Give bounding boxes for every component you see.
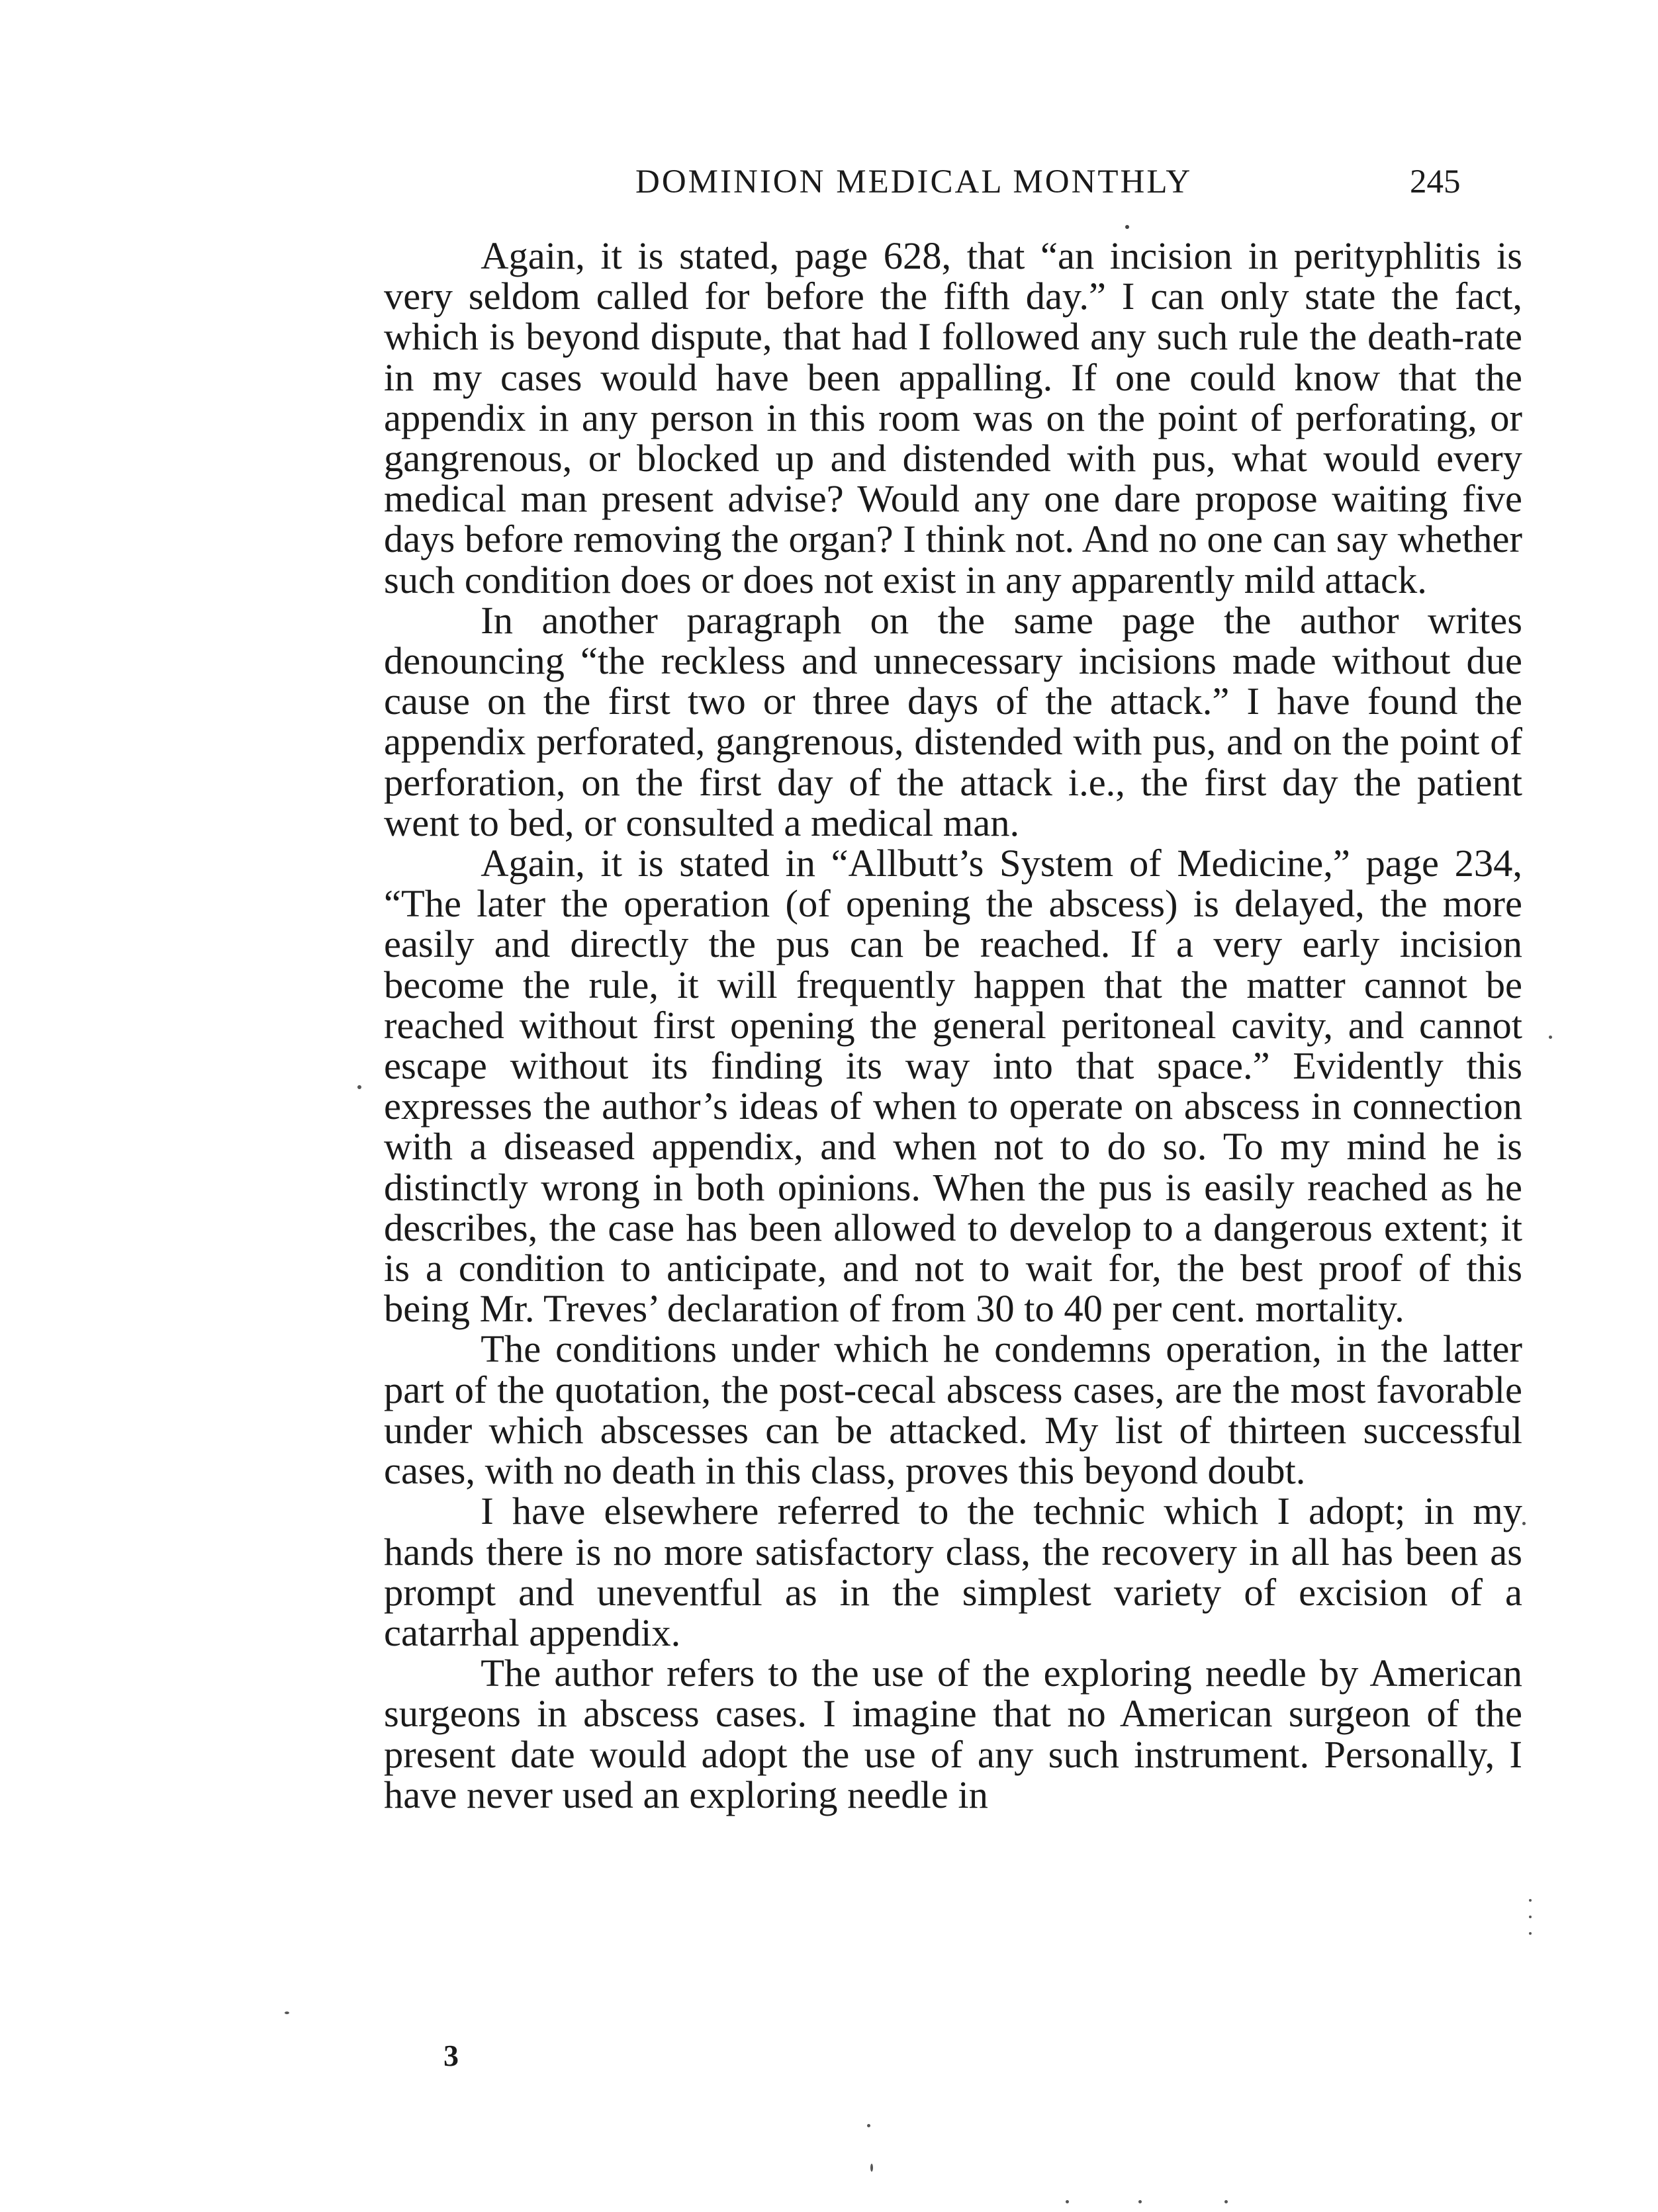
print-speck	[285, 2012, 289, 2014]
body-text	[384, 236, 1522, 1815]
running-title: DOMINION MEDICAL MONTHLY	[635, 163, 1193, 200]
print-speck	[1138, 2200, 1142, 2203]
paragraph: In another paragraph on the same page the author writes denouncing “the reckless and unnecessary incisions made without due cause on the first two or three days of the attack.” I have found the appendix perforated, gangrenous, distended with pus, and on the point of perforation, on the first day of the attack i.e., the first day the patient went to bed, or consulted a medical man.	[384, 598, 1522, 844]
print-speck	[1066, 2200, 1069, 2203]
print-speck	[867, 2124, 870, 2127]
page-number: 245	[1410, 163, 1461, 200]
paragraph: Again, it is stated, page 628, that “an incision in perityphlitis is very seldom called for before the fifth day.” I can only state the fact, which is beyond dispute, that had I followed any such rule the death-rate in my cases would have been appalling. If one could know that the appendix in any person in this room was on the point of perforating, or gangrenous, or blocked up and distended with pus, what would every medical man present advise? Would any one dare propose waiting five days before removing the organ? I think not. And no one can say whether such condition does or does not exist in any apparently mild attack.	[384, 234, 1522, 601]
print-speck	[1549, 1036, 1552, 1039]
signature-mark: 3	[443, 2039, 459, 2072]
print-speck	[1224, 2200, 1228, 2203]
paragraph: The conditions under which he condemns operation, in the latter part of the quotation, the post-cecal abscess cases, are the most favorable under which abscesses can be attacked. My list of thirteen successful cases, with no death in this class, proves this beyond doubt.	[384, 1327, 1522, 1493]
paragraph: I have elsewhere referred to the technic which I adopt; in my hands there is no more satisfactory class, the recovery in all has been as prompt and uneventful as in the simplest variety of excision of a catarrhal appendix.	[384, 1489, 1522, 1654]
print-speck	[870, 2164, 873, 2172]
print-speck	[1522, 1522, 1526, 1525]
print-speck	[1125, 225, 1129, 229]
print-speck	[357, 1085, 361, 1089]
print-speck	[1529, 1899, 1532, 1902]
paragraph: The author refers to the use of the exploring needle by American surgeons in abscess cases. I imagine that no American surgeon of the present date would adopt the use of any such instrument. Personally, I have never used an exploring needle in	[384, 1652, 1522, 1816]
print-speck	[1529, 1932, 1532, 1935]
paragraph: Again, it is stated in “Allbutt’s System of Medicine,” page 234, “The later the operation (of opening the abscess) is delayed, the more easily and directly the pus can be reached. If a very early incision become the rule, it will frequently happen that the matter cannot be reached without first opening the general peritoneal cavity, and cannot escape without its finding its way into that space.” Evidently this expresses the author’s ideas of when to operate on abscess in connection with a diseased appendix, and when not to do so. To my mind he is distinctly wrong in both opinions. When the pus is easily reached as he describes, the case has been allowed to develop to a dangerous extent; it is a condition to anticipate, and not to wait for, the best proof of this being Mr. Treves’ declaration of from 30 to 40 per cent. mortality.	[384, 842, 1522, 1331]
print-speck	[1529, 1916, 1532, 1918]
